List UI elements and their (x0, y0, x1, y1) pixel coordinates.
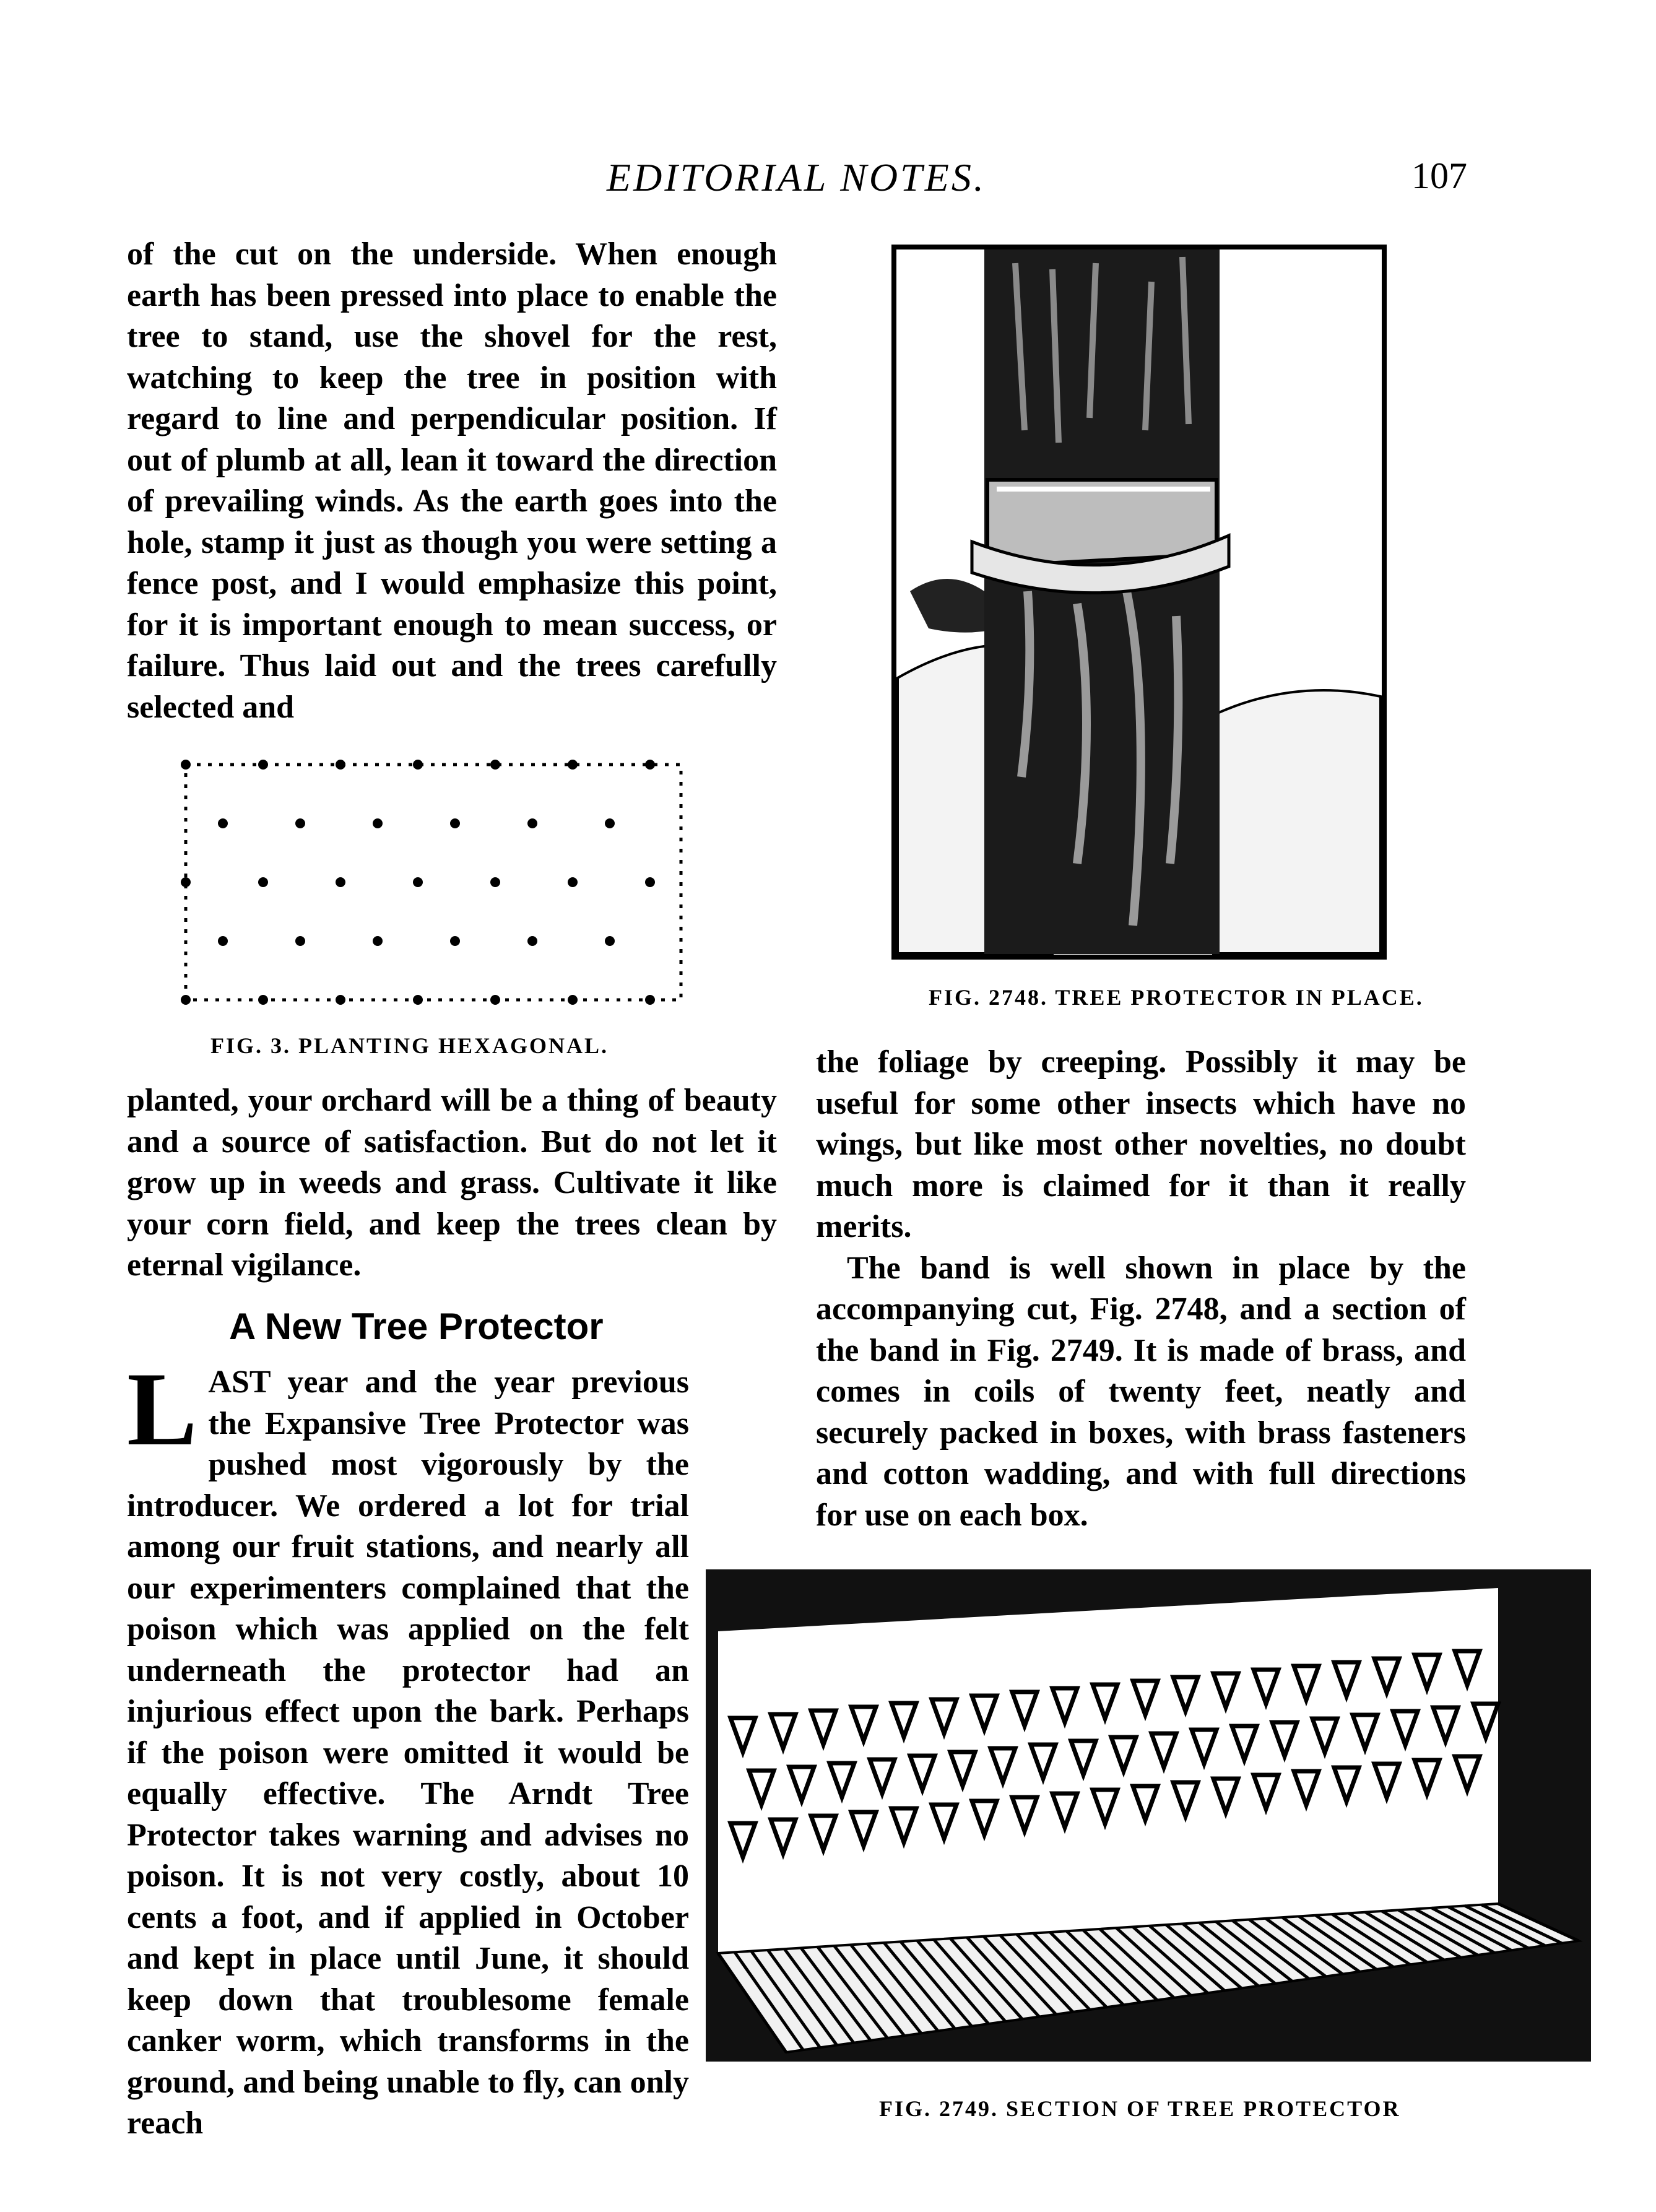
tree-dot (568, 877, 578, 887)
tree-dot (336, 877, 345, 887)
figure-protector-section (706, 1569, 1591, 2062)
tree-dot (605, 936, 615, 946)
paragraph-orchard: planted, your orchard will be a thing of beauty and a source of satisfaction. But do not let it grow up in weeds and grass. Cultivate it like your corn field, and keep the trees clean by eternal vigilance. (127, 1083, 777, 1283)
page-header (0, 155, 1656, 210)
running-head: EDITORIAL NOTES. (607, 155, 986, 199)
hill-right (1213, 690, 1381, 953)
right-column-text (816, 1042, 1466, 1536)
tree-dot (373, 936, 383, 946)
figure-planting-hexagonal (130, 740, 737, 1025)
left-middle-text (127, 1080, 777, 1286)
tree-dot (413, 760, 423, 770)
tree-dot (413, 877, 423, 887)
paragraph-foliage: the foliage by creeping. Possibly it may be useful for some other insects which have no wings, but like most other novelties, no doubt much more is claimed for it than it really merits. (816, 1044, 1466, 1244)
page-number: 107 (1411, 155, 1467, 196)
paragraph-band: The band is well shown in place by the accompanying cut, Fig. 2748, and a section of the band in Fig. 2749. It is made of brass, and comes in coils of twenty feet, neatly and securely packed in boxes, with brass fasteners and cotton wadding, and with full directions for use on each box. (816, 1250, 1466, 1533)
article-text: AST year and the year previous the Expansive Tree Protector was pushed most vigorously by the introducer. We ordered a lot for trial among our fruit stations, and nearly all our experimenters complained that the poison which was applied on the felt underneath the protector had an injurious effect upon the bark. Perhaps if the poison were omitted it would be equally effective. The Arndt Tree Protector takes warning and advises no poison. It is not very costly, about 10 cents a foot, and if applied in October and kept in place until June, it should keep down that troublesome female canker worm, which transforms in the ground, and being unable to fly, can only reach (127, 1364, 689, 2141)
fig3-caption: FIG. 3. PLANTING HEXAGONAL. (210, 1033, 609, 1058)
tree-dot (295, 818, 305, 828)
tree-dot (605, 818, 615, 828)
tree-dot (490, 877, 500, 887)
tree-dot (181, 760, 191, 770)
drop-cap: L (127, 1351, 197, 1467)
left-top-text (127, 234, 777, 728)
tree-dot (181, 877, 191, 887)
tree-dot (490, 760, 500, 770)
tree-dot (181, 995, 191, 1005)
article-body (127, 1351, 689, 2145)
tree-dot (645, 760, 655, 770)
protector-section-illustration (706, 1569, 1591, 2062)
tree-dot (218, 936, 228, 946)
fig2748-caption: FIG. 2748. TREE PROTECTOR IN PLACE. (929, 985, 1424, 1010)
tree-dot (258, 877, 268, 887)
figure-tree-protector-in-place (891, 245, 1387, 960)
tree-dot (645, 995, 655, 1005)
tree-illustration (891, 245, 1387, 960)
brass-band (718, 1588, 1498, 1953)
tree-dot (218, 818, 228, 828)
article-paragraph (127, 1351, 689, 2145)
tree-dot (413, 995, 423, 1005)
tree-dots (181, 760, 655, 1005)
tree-dot (258, 760, 268, 770)
tree-dot (568, 760, 578, 770)
tree-dot (645, 877, 655, 887)
tree-dot (450, 818, 460, 828)
article-title: A New Tree Protector (229, 1306, 604, 1347)
tree-dot (258, 995, 268, 1005)
tree-dot (527, 818, 537, 828)
tree-dot (336, 760, 345, 770)
tree-dot (336, 995, 345, 1005)
tree-dot (295, 936, 305, 946)
tree-dot (490, 995, 500, 1005)
hexagonal-diagram (130, 740, 737, 1025)
fig2749-caption: FIG. 2749. SECTION OF TREE PROTECTOR (879, 2096, 1401, 2121)
tree-dot (568, 995, 578, 1005)
tree-dot (527, 936, 537, 946)
tree-dot (373, 818, 383, 828)
tree-dot (450, 936, 460, 946)
paragraph-continued: of the cut on the underside. When enough earth has been pressed into place to enable the tree to stand, use the shovel for the rest, watching to keep the tree in position with regard to line and perpendicular position. If out of plumb at all, lean it toward the direction of prevailing winds. As the earth goes into the hole, stamp it just as though you were setting a fence post, and I would emphasize this point, for it is important enough to mean success, or failure. Thus laid out and the trees carefully selected and (127, 236, 777, 725)
